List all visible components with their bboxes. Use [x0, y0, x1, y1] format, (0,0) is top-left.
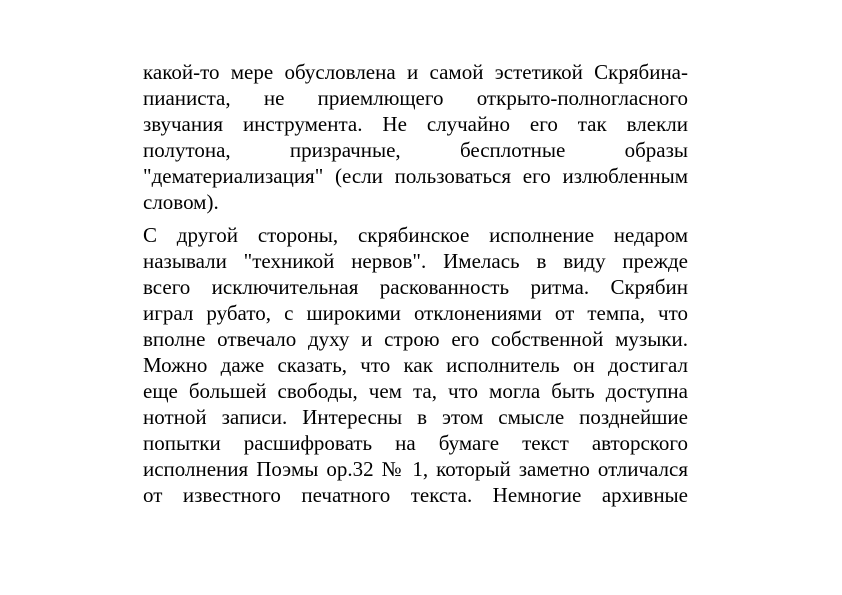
- text-line: полутона, призрачные, бесплотные образы: [143, 138, 688, 162]
- text-line: нотной записи. Интересны в этом смысле позднейшие: [143, 405, 688, 429]
- paragraph-1: [143, 59, 688, 215]
- text-line: еще большей свободы, чем та, что могла быть доступна: [143, 379, 688, 403]
- text-line: от известного печатного текста. Немногие архивные: [143, 483, 688, 507]
- text-line: звучания инструмента. Не случайно его так влекли: [143, 112, 688, 136]
- paragraph-spacer: [143, 215, 688, 222]
- text-line: какой-то мере обусловлена и самой эстетикой Скрябина-: [143, 60, 688, 84]
- text-body: [143, 59, 688, 508]
- text-line: исполнения Поэмы op.32 № 1, который заметно отличался: [143, 457, 688, 481]
- text-line: Можно даже сказать, что как исполнитель он достигал: [143, 353, 688, 377]
- text-line: играл рубато, с широкими отклонениями от темпа, что: [143, 301, 688, 325]
- text-line: "дематериализация" (если пользоваться его излюбленным: [143, 164, 688, 188]
- text-line: вполне отвечало духу и строю его собственной музыки.: [143, 327, 688, 351]
- paragraph-2: [143, 222, 688, 508]
- text-line: всего исключительная раскованность ритма. Скрябин: [143, 275, 688, 299]
- text-line: попытки расшифровать на бумаге текст авторского: [143, 431, 688, 455]
- text-line: словом).: [143, 190, 219, 214]
- text-line: С другой стороны, скрябинское исполнение недаром: [143, 223, 688, 247]
- text-line: пианиста, не приемлющего открыто-полногласного: [143, 86, 688, 110]
- text-line: называли "техникой нервов". Имелась в виду прежде: [143, 249, 688, 273]
